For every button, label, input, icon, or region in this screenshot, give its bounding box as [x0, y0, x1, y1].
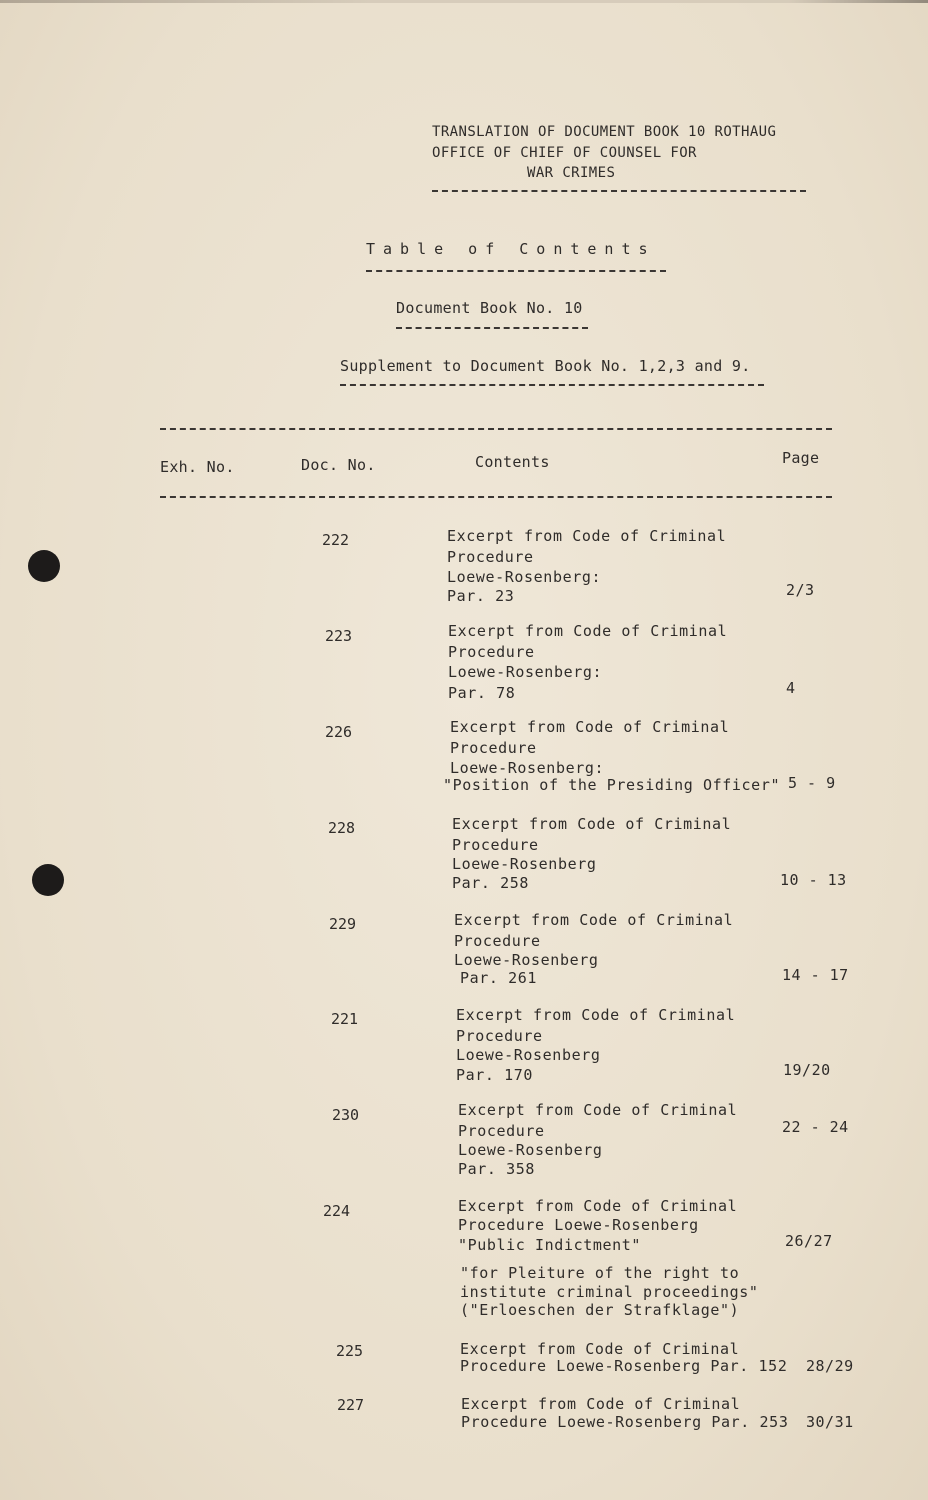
entry-line: Procedure	[458, 1122, 545, 1140]
entry-line: Loewe-Rosenberg	[456, 1046, 601, 1064]
table-header-rule	[160, 496, 832, 498]
supplement-note: Supplement to Document Book No. 1,2,3 and 9.	[340, 357, 751, 375]
entry-line: "Position of the Presiding Officer"	[443, 776, 781, 794]
entry-line: Procedure	[448, 643, 535, 661]
entry-line: Par. 78	[448, 684, 516, 702]
header-line-2: OFFICE OF CHIEF OF COUNSEL FOR	[432, 145, 697, 161]
punch-hole-bottom	[32, 864, 64, 896]
doc-number: 226	[325, 723, 353, 741]
header-line-1: TRANSLATION OF DOCUMENT BOOK 10 ROTHAUG	[432, 124, 777, 140]
toc-title: Table of Contents	[366, 240, 656, 258]
entry-line: Procedure	[447, 548, 534, 566]
doc-number: 228	[328, 819, 356, 837]
column-page: Page	[782, 449, 820, 467]
entry-line: Procedure	[454, 932, 541, 950]
page-reference: 5 - 9	[788, 774, 836, 792]
entry-line: Loewe-Rosenberg	[458, 1141, 603, 1159]
entry-line: Loewe-Rosenberg:	[450, 759, 605, 777]
entry-line: Excerpt from Code of Criminal	[452, 815, 732, 833]
doc-number: 224	[323, 1202, 351, 1220]
doc-number: 225	[336, 1342, 364, 1360]
entry-line: "Public Indictment"	[458, 1236, 641, 1254]
doc-number: 230	[332, 1106, 360, 1124]
entry-subnote-line: "for Pleiture of the right to	[460, 1264, 740, 1282]
page-reference: 22 - 24	[782, 1118, 849, 1136]
entry-line: Loewe-Rosenberg:	[448, 663, 603, 681]
entry-line: Par. 258	[452, 874, 530, 892]
page-reference: 2/3	[786, 581, 815, 599]
entry-line: Procedure	[450, 739, 537, 757]
entry-subnote-line: ("Erloeschen der Strafklage")	[460, 1301, 740, 1319]
doc-number: 227	[337, 1396, 365, 1414]
page-reference: 26/27	[785, 1232, 833, 1250]
entry-line: Procedure Loewe-Rosenberg Par. 152	[460, 1357, 788, 1375]
entry-line: Loewe-Rosenberg	[452, 855, 597, 873]
entry-line: Procedure Loewe-Rosenberg	[458, 1216, 699, 1234]
entry-line: Excerpt from Code of Criminal	[450, 718, 730, 736]
page-reference: 28/29	[806, 1357, 854, 1375]
entry-line: Excerpt from Code of Criminal	[458, 1197, 738, 1215]
column-doc-no: Doc. No.	[301, 456, 376, 474]
top-edge	[0, 0, 928, 3]
header-line-3: WAR CRIMES	[527, 165, 616, 181]
page-reference: 19/20	[783, 1061, 831, 1079]
entry-line: Loewe-Rosenberg:	[447, 568, 602, 586]
entry-line: Procedure	[452, 836, 539, 854]
document-book-number: Document Book No. 10	[396, 299, 583, 317]
doc-number: 229	[329, 915, 357, 933]
page-reference: 10 - 13	[780, 871, 847, 889]
entry-line: Excerpt from Code of Criminal	[460, 1340, 740, 1358]
entry-line: Par. 261	[460, 969, 538, 987]
entry-subnote-line: institute criminal proceedings"	[460, 1283, 759, 1301]
doc-number: 222	[322, 531, 350, 549]
table-top-rule	[160, 428, 832, 430]
header-rule	[432, 190, 806, 192]
entry-line: Excerpt from Code of Criminal	[456, 1006, 736, 1024]
toc-title-rule	[366, 270, 666, 272]
entry-line: Excerpt from Code of Criminal	[448, 622, 728, 640]
entry-line: Par. 23	[447, 587, 515, 605]
page-reference: 4	[786, 679, 796, 697]
entry-line: Excerpt from Code of Criminal	[458, 1101, 738, 1119]
page-reference: 30/31	[806, 1413, 854, 1431]
entry-line: Par. 358	[458, 1160, 536, 1178]
entry-line: Excerpt from Code of Criminal	[454, 911, 734, 929]
doc-number: 223	[325, 627, 353, 645]
supplement-rule	[340, 384, 764, 386]
page-reference: 14 - 17	[782, 966, 849, 984]
column-exh-no: Exh. No.	[160, 458, 235, 476]
doc-number: 221	[331, 1010, 359, 1028]
document-book-rule	[396, 327, 588, 329]
punch-hole-top	[28, 550, 60, 582]
entry-line: Excerpt from Code of Criminal	[447, 527, 727, 545]
entry-line: Par. 170	[456, 1066, 534, 1084]
entry-line: Procedure Loewe-Rosenberg Par. 253	[461, 1413, 789, 1431]
column-contents: Contents	[475, 453, 550, 471]
entry-line: Procedure	[456, 1027, 543, 1045]
entry-line: Loewe-Rosenberg	[454, 951, 599, 969]
entry-line: Excerpt from Code of Criminal	[461, 1395, 741, 1413]
